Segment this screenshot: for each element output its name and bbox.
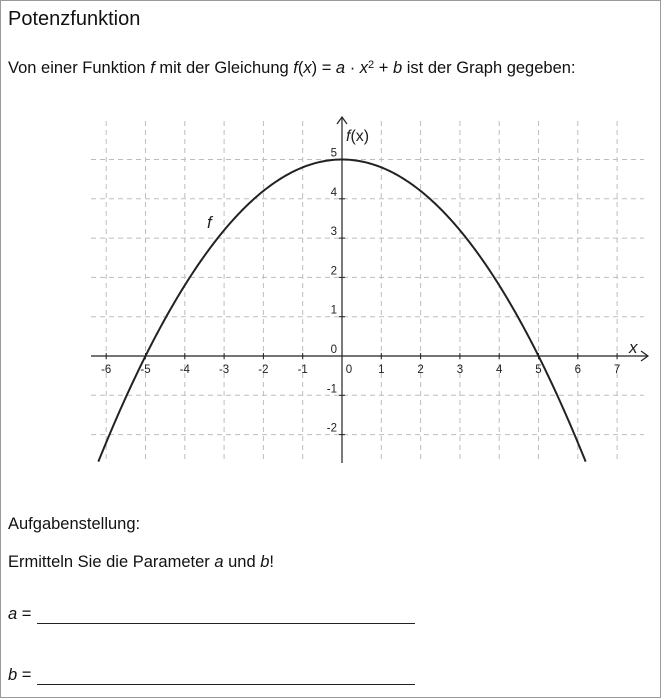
answer-b-eq: =	[17, 666, 32, 684]
task-b: b	[260, 553, 270, 571]
answer-b-field[interactable]	[37, 666, 415, 685]
answer-b-var: b	[8, 666, 18, 684]
equation-x2: x	[359, 59, 369, 77]
y-tick-label: 5	[330, 147, 337, 160]
equation-plus: +	[374, 59, 393, 77]
x-tick-label: -3	[218, 364, 230, 376]
y-tick-label: 2	[330, 265, 337, 278]
answer-a-var: a	[8, 605, 18, 623]
x-tick-label: 2	[417, 364, 424, 376]
answer-a-row	[8, 604, 415, 624]
equation-dot: ·	[345, 59, 360, 77]
equation-f: f	[293, 59, 298, 77]
x-tick-label: 1	[378, 364, 385, 376]
task-part: !	[269, 553, 275, 571]
x-tick-label: 3	[456, 364, 464, 376]
y-tick-label: -1	[326, 383, 337, 396]
x-tick-label: -6	[101, 364, 112, 376]
answer-a-field[interactable]	[37, 605, 415, 624]
y-tick-label: 0	[330, 344, 337, 356]
answer-a-eq: =	[17, 605, 32, 623]
equation-paren: (	[297, 59, 304, 77]
x-tick-label: -1	[297, 364, 308, 376]
task-part: Ermitteln Sie die Parameter	[8, 553, 215, 571]
equation-b: b	[392, 59, 403, 77]
answer-b-row	[8, 665, 415, 685]
x-tick-label: 7	[613, 364, 621, 376]
y-tick-label: 3	[330, 226, 337, 239]
x-tick-label: -2	[258, 364, 269, 376]
intro-part: Von einer Funktion	[8, 59, 151, 77]
equation-exponent: 2	[368, 59, 375, 71]
y-tick-label: 1	[330, 304, 337, 317]
intro-f: f	[150, 59, 155, 77]
y-axis-label: f(x)	[346, 128, 370, 145]
equation-a: a	[335, 59, 346, 77]
function-graph	[1, 1, 661, 501]
intro-part: ist der Graph gegeben:	[402, 59, 576, 77]
x-tick-label: 0	[345, 364, 353, 376]
equation-x: x	[303, 59, 312, 77]
x-tick-label: 5	[535, 364, 542, 376]
intro-part: mit der Gleichung	[154, 59, 294, 77]
answer-label	[8, 604, 31, 624]
task-a: a	[214, 553, 224, 571]
x-tick-label: -5	[140, 364, 151, 376]
x-tick-label: 4	[495, 364, 503, 376]
page-title: Potenzfunktion	[8, 8, 141, 30]
equation-close: ) =	[311, 59, 336, 77]
answer-label	[8, 665, 31, 685]
x-tick-label: 6	[574, 364, 582, 376]
task-part: und	[223, 553, 261, 571]
x-tick-label: -4	[179, 364, 190, 376]
y-tick-label: -2	[326, 422, 337, 435]
curve-label: f	[207, 213, 212, 232]
task-text	[8, 552, 274, 572]
x-axis-label: x	[629, 338, 638, 357]
y-tick-label: 4	[330, 186, 337, 199]
task-heading: Aufgabenstellung:	[8, 515, 141, 533]
